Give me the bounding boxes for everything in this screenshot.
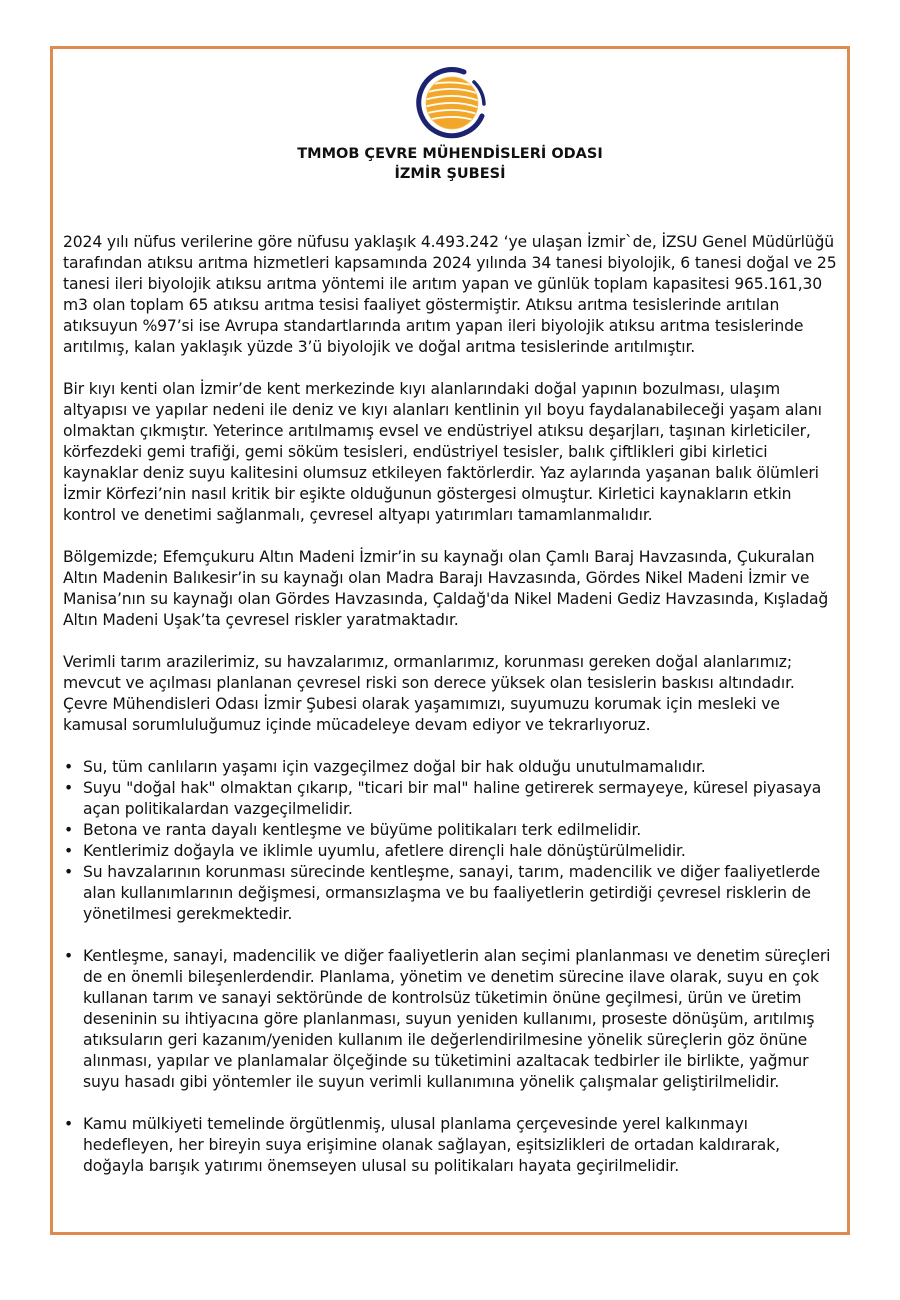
bullet-icon: • — [64, 779, 74, 797]
list-item: • Su havzalarının korunması sürecinde kentleşme, sanayi, tarım, madencilik ve diğer faaliyetlerde alan kullanımlarının değişmesi, ormansızlaşma ve bu faaliyetlerin getirdiği çevresel risklerin de yönetilmesi gerekmektedir. — [64, 863, 821, 923]
org-name-heading: TMMOB ÇEVRE MÜHENDİSLERİ ODASI — [297, 146, 603, 162]
bullet-icon: • — [64, 842, 74, 860]
demands-list-3 — [63, 1114, 838, 1177]
list-item: • Su, tüm canlıların yaşamı için vazgeçilmez doğal bir hak olduğu unutulmamalıdır. — [64, 758, 706, 776]
demands-list-2 — [63, 946, 838, 1093]
list-item: • Betona ve ranta dayalı kentleşme ve büyüme politikaları terk edilmelidir. — [64, 821, 642, 839]
list-item: • Kentleşme, sanayi, madencilik ve diğer faaliyetlerin alan seçimi planlanması ve denetim süreçleri de en önemli bileşenlerdendir. Planlama, yönetim ve denetim sürecine ilave olarak, suyu en çok kullanan tarım ve sanayi sektöründe de kontrolsüz tüketimin önüne geçilmesi, ürün ve üretim deseninin su ihtiyacına göre planlanması, suyun yeniden kullanımı, proseste dönüşüm, arıtılmış atıksuların geri kazanım/yeniden kullanım ile değerlendirilmesine yönelik süreçlerin göz önüne alınması, yapılar ve planlamalar ölçeğinde su tüketimini azaltacak tedbirler ile birlikte, yağmur suyu hasadı gibi yöntemler ile suyun verimli kullanımına yönelik çalışmalar geliştirilmelidir. — [64, 947, 831, 1091]
paragraph-wastewater-stats: 2024 yılı nüfus verilerine göre nüfusu yaklaşık 4.493.242 ‘ye ulaşan İzmir`de, İZSU Genel Müdürlüğü tarafından atıksu arıtma hizmetleri kapsamında 2024 yılında 34 tanesi biyolojik, 6 tanesi doğal ve 25 tanesi ileri biyolojik atıksu arıtma yöntemi ile arıtım yapan ve günlük toplam kapasitesi 965.161,30 m3 olan toplam 65 atıksu arıtma tesisi faaliyet göstermiştir. Atıksu arıtma tesislerinde arıtılan atıksuyun %97’si ise Avrupa standartlarında arıtım yapan ileri biyolojik atıksu arıtma tesislerinde arıtılmış, kalan yaklaşık yüzde 3’ü biyolojik ve doğal arıtma tesislerinde arıtılmıştır. — [63, 233, 837, 356]
bullet-icon: • — [64, 1115, 74, 1133]
paragraph-coastal-pollution: Bir kıyı kenti olan İzmir’de kent merkezinde kıyı alanlarındaki doğal yapının bozulması, ulaşım altyapısı ve yapılar nedeni ile deniz ve kıyı alanları kentlinin yıl boyu faydalanabileceği yaşam alanı olmaktan çıkmıştır. Yeterince arıtılmamış evsel ve endüstriyel atıksu deşarjları, taşınan kirleticiler, körfezdeki gemi trafiği, gemi söküm tesisleri, endüstriyel tesisler, balık çiftlikleri gibi kirletici kaynaklar deniz suyu kalitesini olumsuz etkileyen faktörlerdir. Yaz aylarında yaşanan balık ölümleri İzmir Körfezi’nin nasıl kritik bir eşikte olduğunun göstergesi olmuştur. Kirletici kaynakların etkin kontrol ve denetimi sağlanmalı, çevresel altyapı yatırımları tamamlanmalıdır. — [63, 380, 822, 524]
list-item: • Kamu mülkiyeti temelinde örgütlenmiş, ulusal planlama çerçevesinde yerel kalkınmayı hedefleyen, her bireyin suya erişimine olanak sağlayan, eşitsizlikleri de ortadan kaldırarak, doğayla barışık yatırımı önemseyen ulusal su politikaları hayata geçirilmelidir. — [64, 1115, 780, 1175]
bullet-icon: • — [64, 947, 74, 965]
bullet-icon: • — [64, 758, 74, 776]
bullet-icon: • — [64, 821, 74, 839]
document-body — [63, 232, 838, 1198]
branch-heading: İZMİR ŞUBESİ — [394, 166, 506, 182]
tmmob-globe-logo-icon — [412, 64, 492, 142]
bullet-icon: • — [64, 863, 74, 881]
demands-list-1 — [63, 757, 838, 925]
list-item: • Suyu "doğal hak" olmaktan çıkarıp, "ticari bir mal" haline getirerek sermayeye, küresel piyasaya açan politikalardan vazgeçilmelidir. — [64, 779, 822, 818]
list-item: • Kentlerimiz doğayla ve iklimle uyumlu, afetlere dirençli hale dönüştürülmelidir. — [64, 842, 686, 860]
paragraph-pressure-on-lands: Verimli tarım arazilerimiz, su havzalarımız, ormanlarımız, korunması gereken doğal alanlarımız; mevcut ve açılması planlanan çevresel riski son derece yüksek olan tesislerin baskısı altındadır. — [63, 653, 795, 692]
paragraph-mining-risks: Bölgemizde; Efemçukuru Altın Madeni İzmir’in su kaynağı olan Çamlı Baraj Havzasında, Çukuralan Altın Madenin Balıkesir’in su kaynağı olan Madra Barajı Havzasında, Gördes Nikel Madeni İzmir ve Manisa’nın su kaynağı olan Gördes Havzasında, Çaldağ'da Nikel Madeni Gediz Havzasında, Kışladağ Altın Madeni Uşak’ta çevresel riskler yaratmaktadır. — [63, 548, 829, 629]
paragraph-chamber-statement: Çevre Mühendisleri Odası İzmir Şubesi olarak yaşamımızı, suyumuzu korumak için mesleki ve kamusal sorumluluğumuz içinde mücadeleye devam ediyor ve tekrarlıyoruz. — [63, 695, 780, 734]
